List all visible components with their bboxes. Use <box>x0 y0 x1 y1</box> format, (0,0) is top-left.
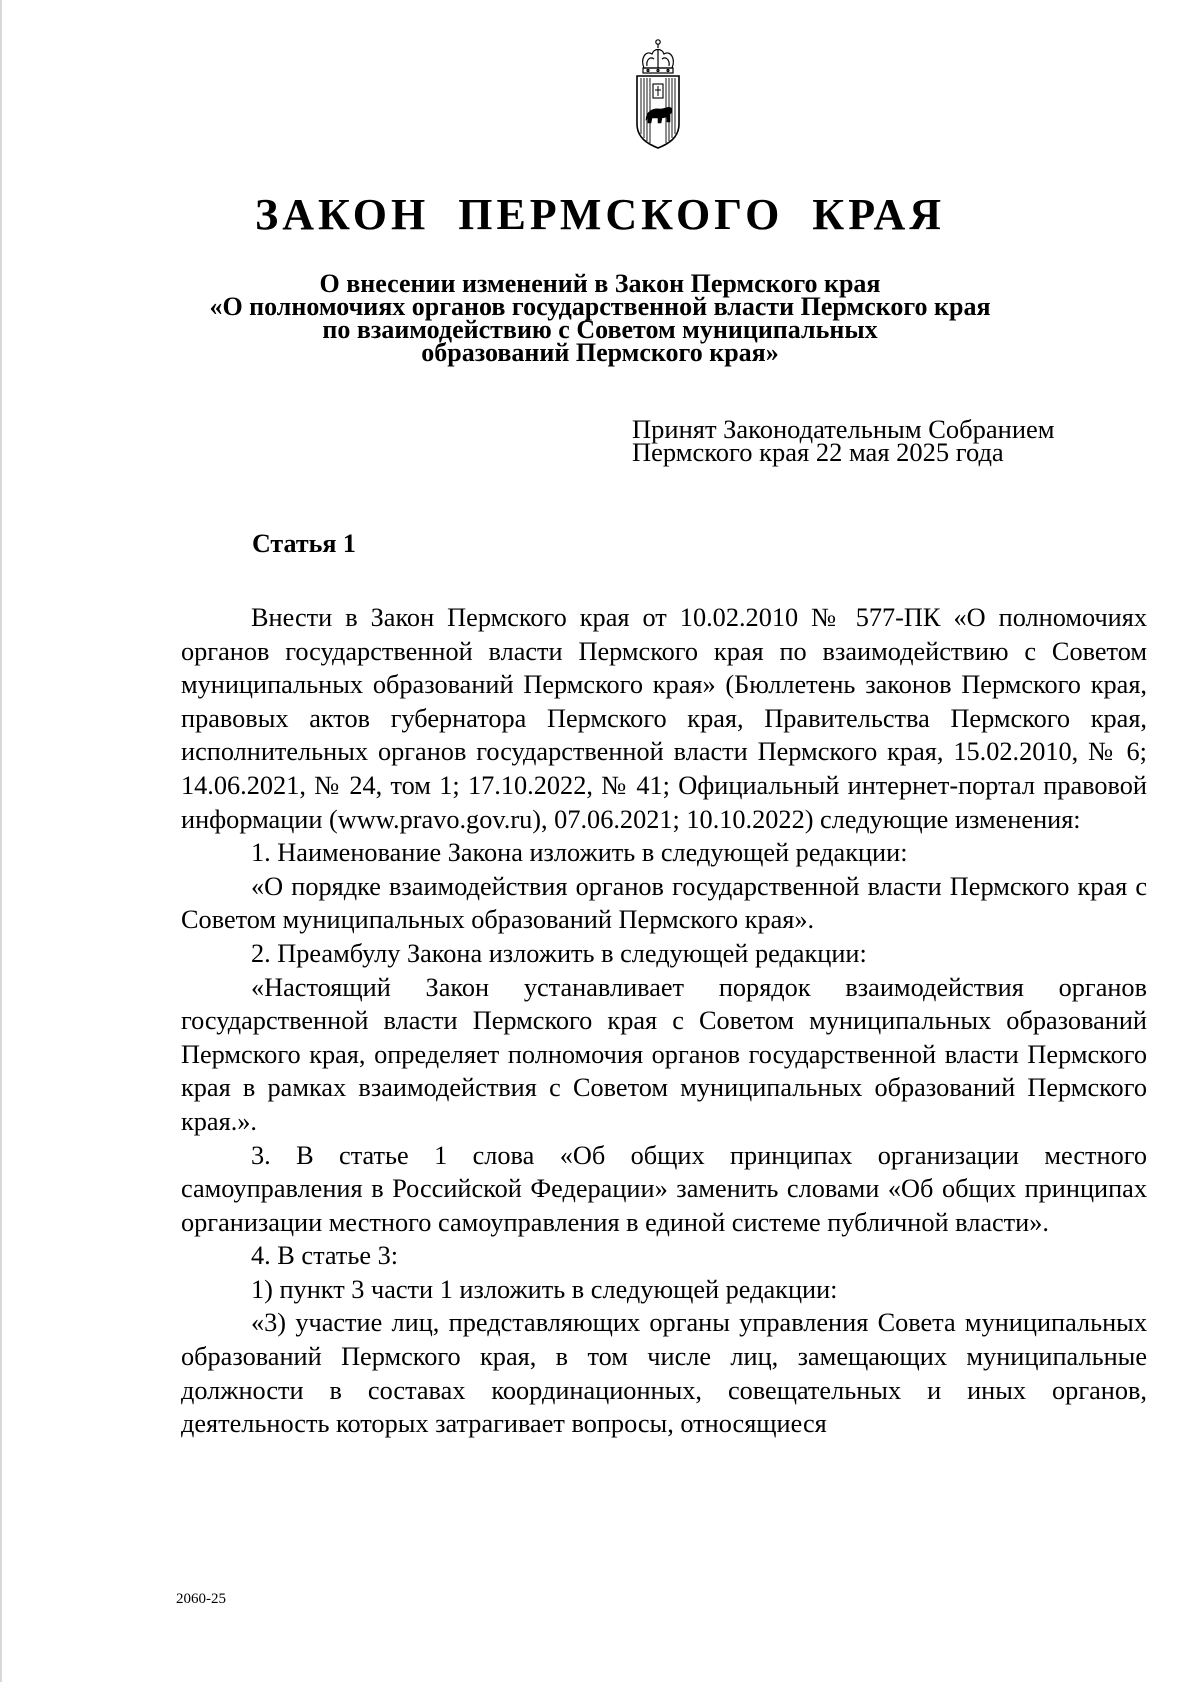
page-edge <box>0 0 2 1682</box>
article-paragraph: «Настоящий Закон устанавливает порядок взаимодействия органов государственной власти Пермского края с Советом муниципальных образований Пермского края, определяет полномочия органов государственной власти Пермского края в рамках взаимодействия с Советом муниципальных образований Пермского края.». <box>181 972 1147 1136</box>
adoption-note <box>632 414 1132 467</box>
article-paragraph: 1. Наименование Закона изложить в следующей редакции: <box>251 838 908 868</box>
article-paragraph: 1) пункт 3 части 1 изложить в следующей редакции: <box>251 1274 838 1304</box>
document-number: 2060-25 <box>176 1591 226 1607</box>
subtitle-line: «О полномочиях органов государственной власти Пермского края <box>209 292 991 321</box>
article-heading: Статья 1 <box>252 529 356 558</box>
law-subtitle <box>180 269 1020 367</box>
adoption-line: Пермского края 22 мая 2025 года <box>632 437 1004 467</box>
adoption-line: Принят Законодательным Собранием <box>632 414 1055 444</box>
article-body <box>181 601 1147 1441</box>
subtitle-line: по взаимодействию с Советом муниципальных <box>322 315 878 344</box>
article-paragraph: «3) участие лиц, представляющих органы управления Совета муниципальных образований Пермского края, в том числе лиц, замещающих муниципальные должности в составах координационных, совещательных и иных органов, деятельность которых затрагивает вопросы, относящиеся <box>181 1308 1147 1439</box>
subtitle-line: образований Пермского края» <box>421 338 779 367</box>
law-title: ЗАКОН ПЕРМСКОГО КРАЯ <box>254 190 946 239</box>
article-paragraph: «О порядке взаимодействия органов государственной власти Пермского края с Советом муниципальных образований Пермского края». <box>181 871 1147 935</box>
article-paragraph: 2. Преамбулу Закона изложить в следующей редакции: <box>251 938 867 968</box>
subtitle-line: О внесении изменений в Закон Пермского края <box>319 269 881 298</box>
article-paragraph: 4. В статье 3: <box>251 1241 399 1271</box>
article-paragraph: Внести в Закон Пермского края от 10.02.2010 № 577-ПК «О полномочиях органов государственной власти Пермского края по взаимодействию с Советом муниципальных образований Пермского края» (Бюллетень законов Пермского края, правовых актов губернатора Пермского края, Правительства Пермского края, исполнительных органов государственной власти Пермского края, 15.02.2010, № 6; 14.06.2021, № 24, том 1; 17.10.2022, № 41; Официальный интернет-портал правовой информации (www.pravo.gov.ru), 07.06.2021; 10.10.2022) следующие изменения: <box>181 603 1147 834</box>
article-paragraph: 3. В статье 1 слова «Об общих принципах организации местного самоуправления в Российской Федерации» заменить словами «Об общих принципах организации местного самоуправления в единой системе публичной власти». <box>181 1140 1147 1237</box>
coat-of-arms-icon <box>634 38 682 150</box>
